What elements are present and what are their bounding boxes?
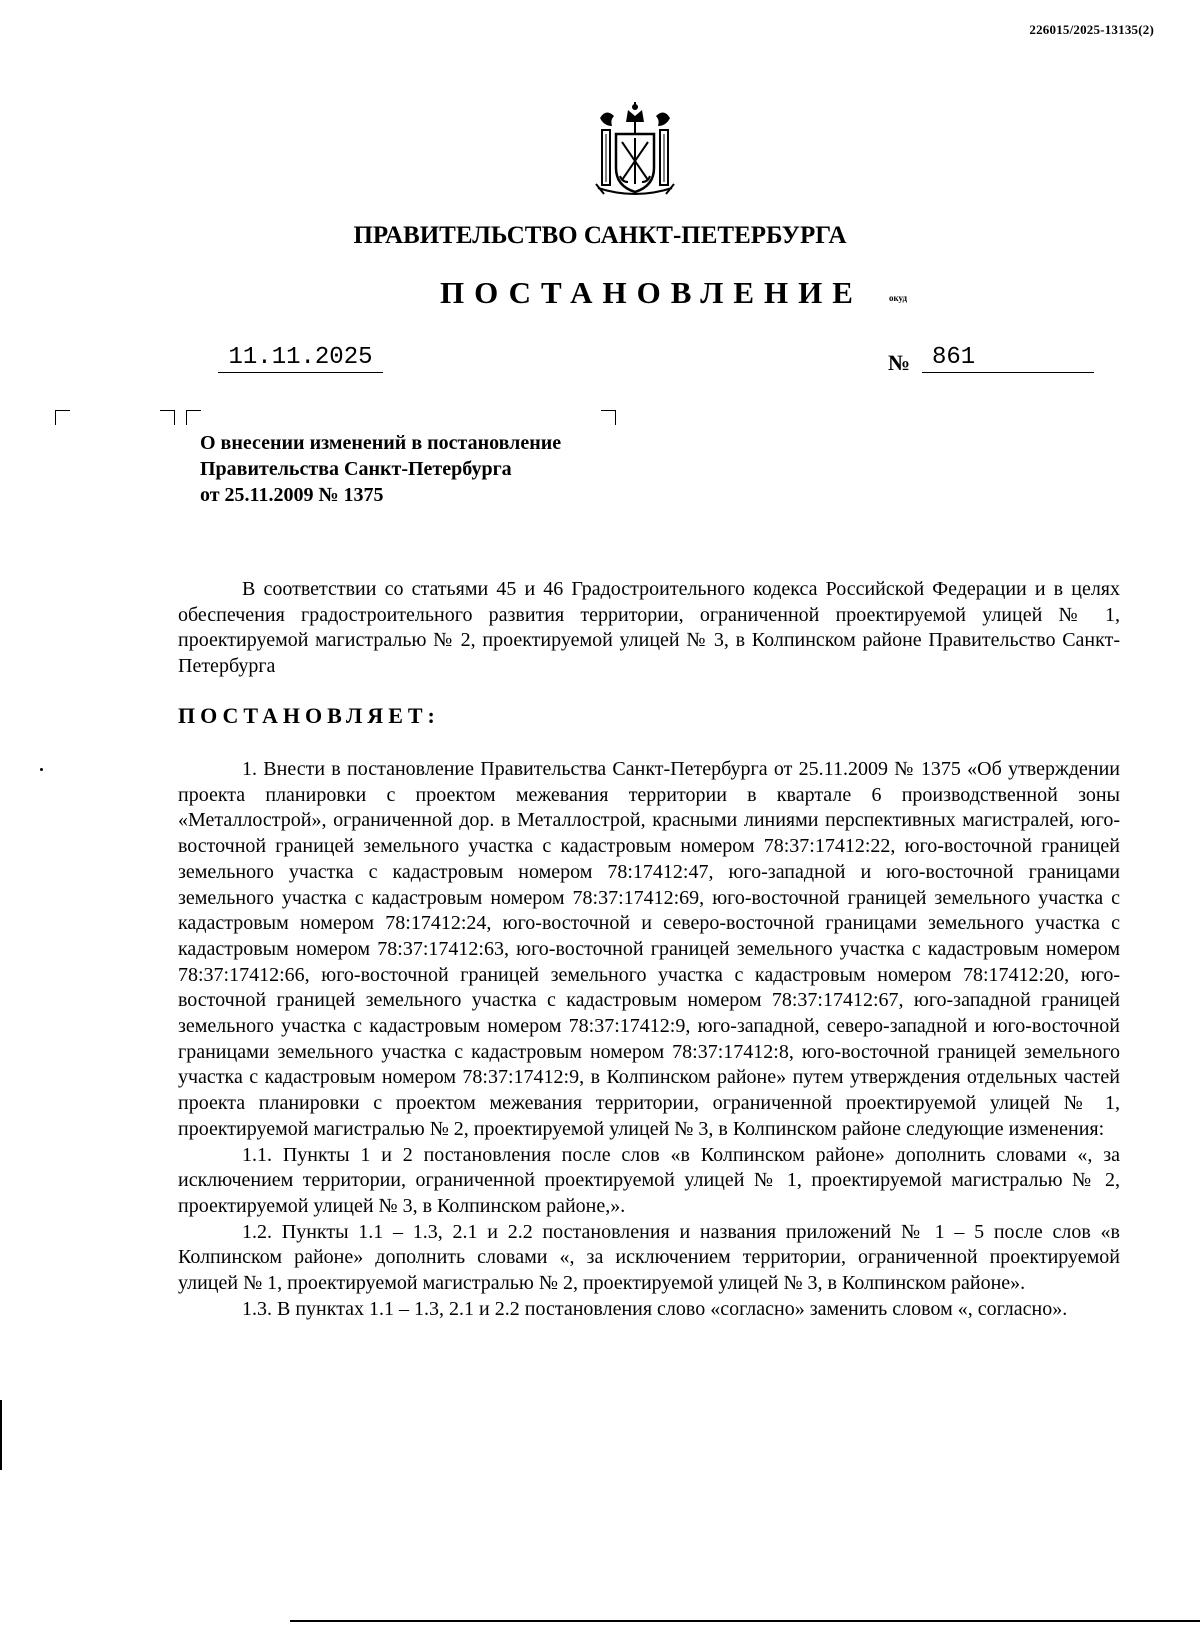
subject-line: от 25.11.2009 № 1375 [200,484,384,506]
decree-heading: ПОСТАНОВЛЯЕТ: [178,703,440,728]
scan-edge-line [0,1400,2,1470]
scan-artifact-dot [40,768,43,771]
okud-label: окуд [889,293,908,303]
document-code: 226015/2025-13135(2) [1029,22,1154,37]
document-number: 861 [922,345,1094,373]
corner-mark [55,410,70,425]
subject-line: О внесении изменений в постановление [200,432,562,454]
corner-mark [160,410,175,425]
number-label: № [888,350,911,375]
preamble-paragraph: В соответствии со статьями 45 и 46 Градостроительного кодекса Российской Федерации и в целях обеспечения градостроительного развития территории, ограниченной проектируемой улицей № 1, проектируемой магистралью № 2, проектируемой улицей № 3, в Колпинском районе Правительство Санкт-Петербурга [178,578,1120,678]
decree-item: 1.1. Пункты 1 и 2 постановления после слов «в Колпинском районе» дополнить словами «, за исключением территории, ограниченной проектируемой улицей № 1, проектируемой магистралью № 2, проектируемой улицей № 3, в Колпинском районе,». [178,1143,1120,1217]
document-type-title: ПОСТАНОВЛЕНИЕ [440,275,863,310]
corner-mark [186,410,201,425]
decree-item: 1. Внести в постановление Правительства Санкт-Петербурга от 25.11.2009 № 1375 «Об утверждении проекта планировки с проектом межевания территории в квартале 6 производственной зоны «Металлострой», ограниченной дор. в Металлострой, красными линиями перспективных магистралей, юго-восточной границей земельного участка с кадастровым номером 78:37:17412:22, юго-восточной границей земельного участка с кадастровым номером 78:17412:47, юго-западной и юго-восточной границами земельного участка с кадастровым номером 78:37:17412:69, юго-восточной границей земельного участка с кадастровым номером 78:17412:24, юго-восточной и северо-восточной границами земельного участка с кадастровым номером 78:37:17412:63, юго-восточной границей земельного участка с кадастровым номером 78:37:17412:66, юго-восточной границей земельного участка с кадастровым номером 78:17412:20, юго-восточной границей земельного участка с кадастровым номером 78:37:17412:67, юго-западной границей земельного участка с кадастровым номером 78:37:17412:9, юго-западной, северо-западной и юго-восточной границами земельного участка с кадастровым номером 78:37:17412:8, юго-восточной границей земельного участка с кадастровым номером 78:37:17412:9, в Колпинском районе» путем утверждения отдельных частей проекта планировки с проектом межевания территории, ограниченной проектируемой улицей № 1, проектируемой магистралью № 2, проектируемой улицей № 3, в Колпинском районе следующие изменения: [178,758,1120,1140]
corner-mark [601,410,616,425]
subject-line: Правительства Санкт-Петербурга [200,458,512,480]
document-date: 11.11.2025 [218,345,383,373]
organization-title: ПРАВИТЕЛЬСТВО САНКТ-ПЕТЕРБУРГА [353,222,847,249]
decree-item: 1.3. В пунктах 1.1 – 1.3, 2.1 и 2.2 постановления слово «согласно» заменить словом «, согласно». [242,1297,1068,1320]
decree-items [178,757,1120,1322]
document-subject [200,430,561,508]
decree-item: 1.2. Пункты 1.1 – 1.3, 2.1 и 2.2 постановления и названия приложений № 1 – 5 после слов «в Колпинском районе» дополнить словами «, за исключением территории, ограниченной проектируемой улицей № 1, проектируемой магистралью № 2, проектируемой улицей № 3, в Колпинском районе». [178,1220,1120,1295]
scan-bottom-line [290,1620,1200,1622]
saint-petersburg-coat-of-arms-icon [590,100,680,200]
